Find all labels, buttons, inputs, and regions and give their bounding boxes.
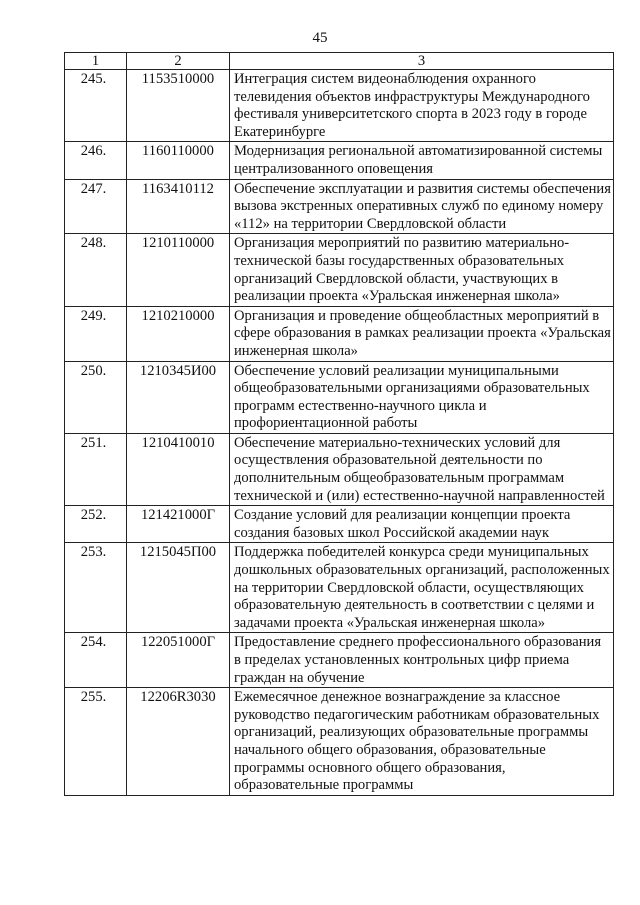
budget-code-cell: 12206R3030 — [127, 688, 230, 796]
budget-code-cell: 1210345И00 — [127, 361, 230, 433]
row-number-cell: 250. — [65, 361, 127, 433]
row-number-cell: 248. — [65, 234, 127, 306]
budget-code-cell: 1215045П00 — [127, 543, 230, 633]
description-cell: Ежемесячное денежное вознаграждение за классное руководство педагогическим работникам образовательных организаций, реализующих образовательные программы начального общего образования, образовательные программы основного общего образования, образовательные программы — [230, 688, 614, 796]
description-cell: Предоставление среднего профессионального образования в пределах установленных контрольных цифр приема граждан на обучение — [230, 633, 614, 688]
budget-code-cell: 1160110000 — [127, 142, 230, 179]
budget-code-cell: 1210110000 — [127, 234, 230, 306]
row-number-cell: 247. — [65, 179, 127, 234]
budget-code-cell: 122051000Г — [127, 633, 230, 688]
page-number: 45 — [312, 30, 328, 46]
row-number-cell: 246. — [65, 142, 127, 179]
column-header-2: 2 — [127, 53, 230, 70]
description-cell: Обеспечение материально-технических условий для осуществления образовательной деятельности по дополнительным общеобразовательным программам технической и (или) естественно-научной направленностей — [230, 433, 614, 505]
budget-code-cell: 1153510000 — [127, 70, 230, 142]
budget-code-cell: 1210410010 — [127, 433, 230, 505]
row-number-cell: 253. — [65, 543, 127, 633]
row-number-cell: 245. — [65, 70, 127, 142]
row-number-cell: 255. — [65, 688, 127, 796]
row-number-cell: 249. — [65, 306, 127, 361]
description-cell: Создание условий для реализации концепции проекта создания базовых школ Российской академии наук — [230, 506, 614, 543]
table-row — [65, 306, 614, 361]
table-row — [65, 70, 614, 142]
budget-code-cell: 1210210000 — [127, 306, 230, 361]
row-number-cell: 252. — [65, 506, 127, 543]
budget-code-cell: 121421000Г — [127, 506, 230, 543]
description-cell: Организация мероприятий по развитию материально-технической базы государственных образовательных организаций Свердловской области, участвующих в реализации проекта «Уральская инженерная школа» — [230, 234, 614, 306]
table-header-row — [65, 53, 614, 70]
table-row — [65, 506, 614, 543]
table-row — [65, 688, 614, 796]
row-number-cell: 251. — [65, 433, 127, 505]
table-row — [65, 543, 614, 633]
description-cell: Организация и проведение общеобластных мероприятий в сфере образования в рамках реализации проекта «Уральская инженерная школа» — [230, 306, 614, 361]
description-cell: Модернизация региональной автоматизированной системы централизованного оповещения — [230, 142, 614, 179]
table-row — [65, 142, 614, 179]
table-row — [65, 633, 614, 688]
column-header-3: 3 — [230, 53, 614, 70]
description-cell: Обеспечение условий реализации муниципальными общеобразовательными организациями образовательных программ естественно-научного цикла и профориентационной работы — [230, 361, 614, 433]
budget-code-cell: 1163410112 — [127, 179, 230, 234]
table-row — [65, 234, 614, 306]
table-row — [65, 179, 614, 234]
description-cell: Интеграция систем видеонаблюдения охранного телевидения объектов инфраструктуры Международного фестиваля университетского спорта в 2023 году в городе Екатеринбурге — [230, 70, 614, 142]
column-header-1: 1 — [65, 53, 127, 70]
table-row — [65, 433, 614, 505]
row-number-cell: 254. — [65, 633, 127, 688]
description-cell: Поддержка победителей конкурса среди муниципальных дошкольных образовательных организаций, расположенных на территории Свердловской области, осуществляющих образовательную деятельность в соответствии с целями и задачами проекта «Уральская инженерная школа» — [230, 543, 614, 633]
budget-code-table — [64, 52, 614, 796]
description-cell: Обеспечение эксплуатации и развития системы обеспечения вызова экстренных оперативных служб по единому номеру «112» на территории Свердловской области — [230, 179, 614, 234]
table-row — [65, 361, 614, 433]
